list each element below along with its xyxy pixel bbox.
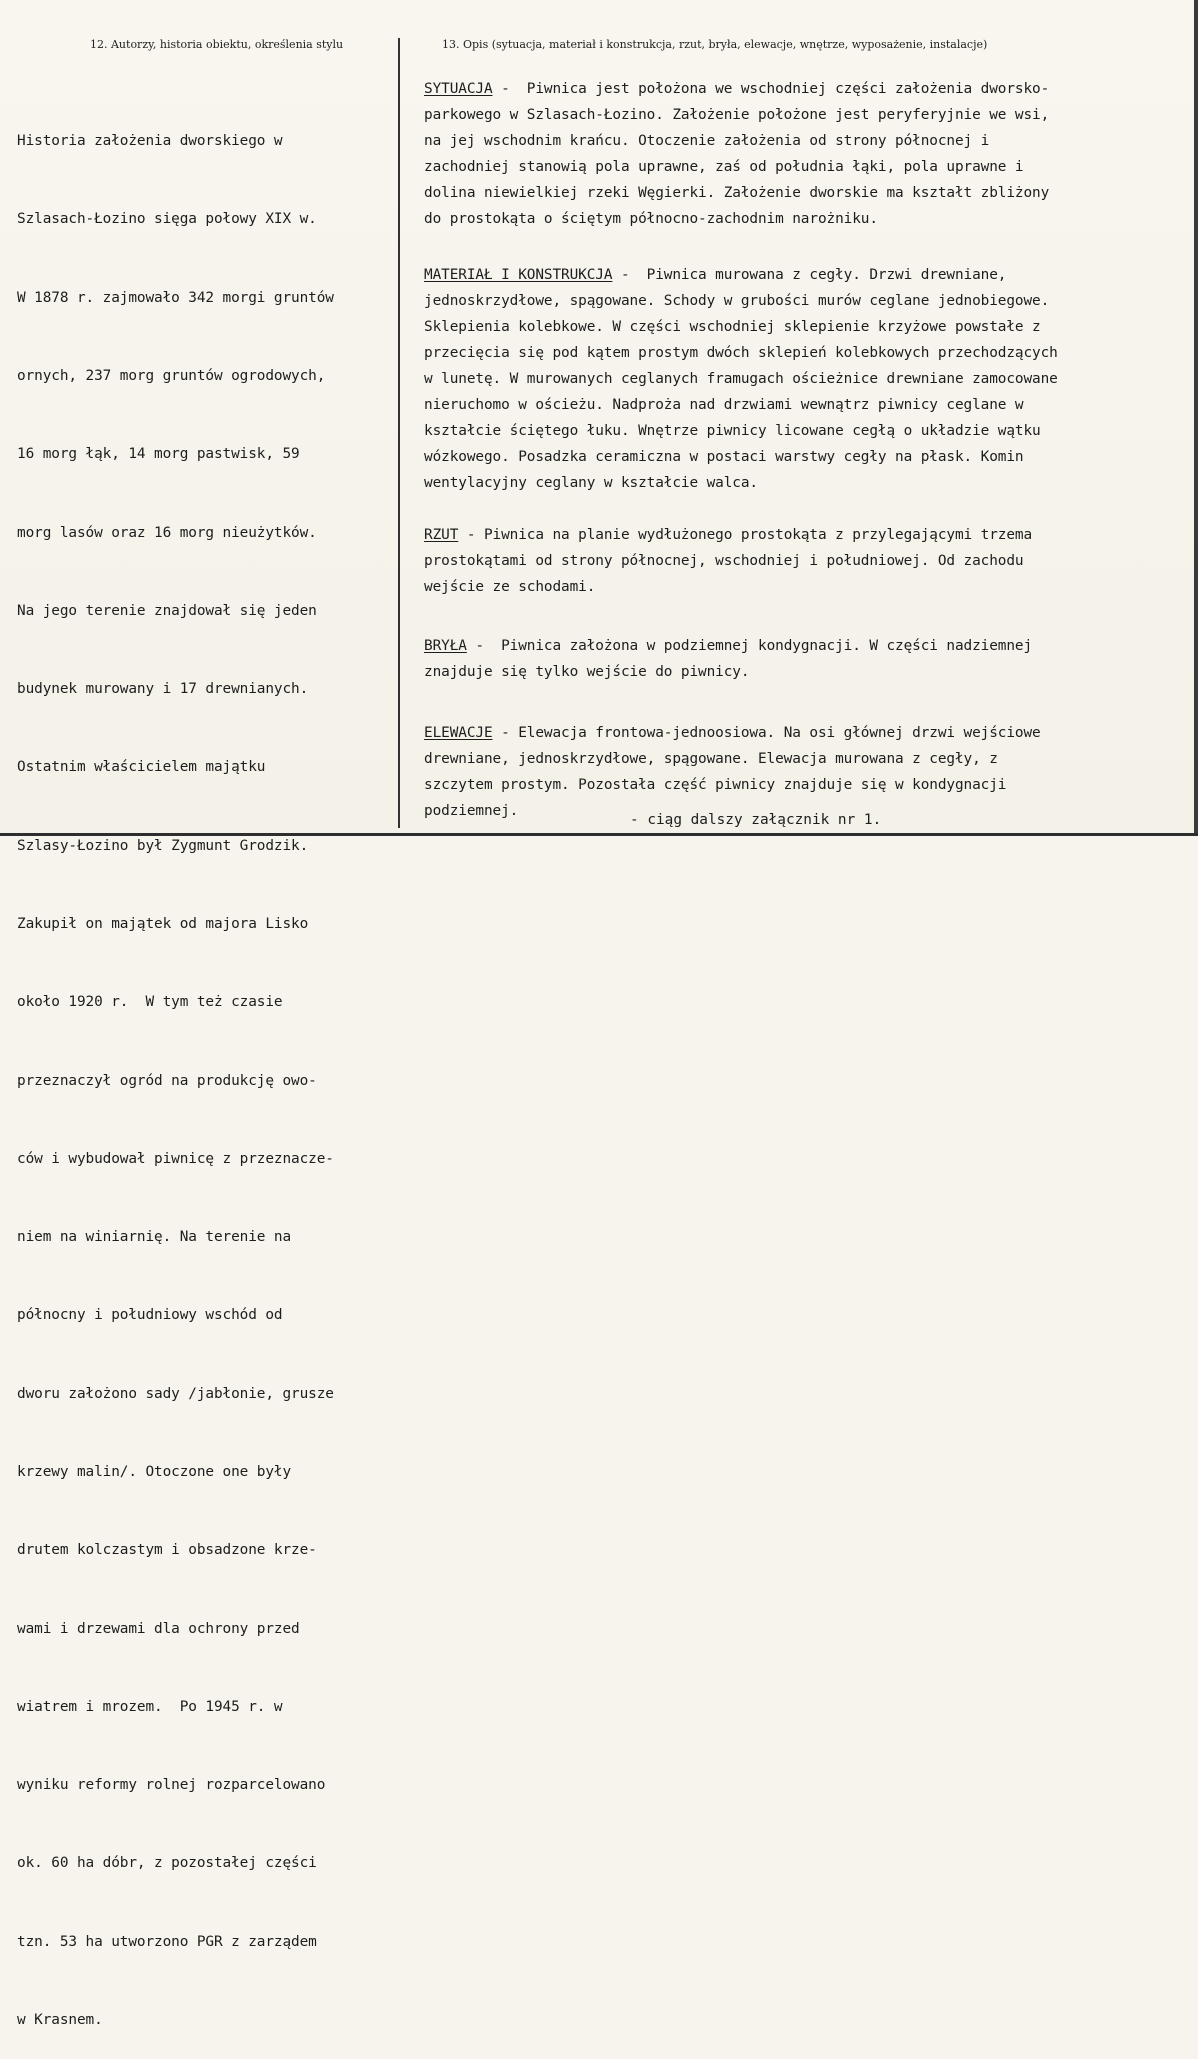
section-first-line [424,522,1184,548]
section-first-line [424,633,1184,659]
section-line: przecięcia się pod kątem prostym dwóch sklepień kolebkowych przechodzących [424,345,1058,361]
section-line: w lunetę. W murowanych ceglanych framugach ościeżnice drewniane zamocowane [424,371,1058,387]
section-first-line [424,76,1184,102]
section-line: nieruchomo w ościeżu. Nadproża nad drzwiami wewnątrz piwnicy ceglane w [424,397,1024,413]
history-line: Na jego terenie znajdował się jeden [17,602,317,619]
section-line: na jej wschodnim krańcu. Otoczenie założenia od strony północnej i [424,133,990,149]
column-divider [398,38,400,828]
history-line: ców i wybudował piwnicę z przeznacze- [17,1150,334,1167]
section-line: dolina niewielkiej rzeki Węgierki. Założenie dworskie ma kształt zbliżony [424,185,1050,201]
section-line: wejście ze schodami. [424,579,596,595]
section-heading-elewacje: ELEWACJE [424,725,493,741]
history-line: Szlasy-Łozino był Zygmunt Grodzik. [17,837,309,854]
history-line: budynek murowany i 17 drewnianych. [17,681,309,698]
history-line: wami i drzewami dla ochrony przed [17,1620,300,1637]
section-line: do prostokąta o ściętym północno-zachodnim narożniku. [424,211,878,227]
history-line: W 1878 r. zajmowało 342 morgi gruntów [17,289,334,306]
history-line: drutem kolczastym i obsadzone krze- [17,1542,317,1559]
section-elewacje [424,720,1184,824]
section-material [424,262,1184,496]
history-line: ok. 60 ha dóbr, z pozostałej części [17,1855,317,1872]
history-line: przeznaczył ogród na produkcję owo- [17,1072,317,1089]
history-text [17,76,397,2059]
section-heading-sytuacja: SYTUACJA [424,81,493,97]
section-rzut [424,522,1184,600]
section-line: wentylacyjny ceglany w kształcie walca. [424,475,758,491]
left-column-header: 12. Autorzy, historia obiektu, określenia stylu [90,38,344,51]
history-line: wyniku reformy rolnej rozparcelowano [17,1777,326,1794]
section-first-line-text: - Elewacja frontowa-jednoosiowa. Na osi głównej drzwi wejściowe [492,725,1041,741]
history-line: Szlasach-Łozino sięga połowy XIX w. [17,211,317,228]
section-line: Sklepienia kolebkowe. W części wschodniej sklepienie krzyżowe powstałe z [424,319,1041,335]
section-first-line-text: - Piwnica jest położona we wschodniej części założenia dworsko- [492,81,1050,97]
section-line: zachodniej stanowią pola uprawne, zaś od południa łąki, pola uprawne i [424,159,1024,175]
section-line: kształcie ściętego łuku. Wnętrze piwnicy licowane cegłą o układzie wątku [424,423,1041,439]
history-line: północny i południowy wschód od [17,1307,283,1324]
history-line: dworu założono sady /jabłonie, grusze [17,1385,334,1402]
history-line: niem na winiarnię. Na terenie na [17,1229,292,1246]
section-first-line [424,262,1184,288]
section-heading-material: MATERIAŁ I KONSTRUKCJA [424,267,613,283]
history-line: Historia założenia dworskiego w [17,133,283,150]
section-line: wózkowego. Posadzka ceramiczna w postaci warstwy cegły na płask. Komin [424,449,1024,465]
history-line: 16 morg łąk, 14 morg pastwisk, 59 [17,446,300,463]
history-line: morg lasów oraz 16 morg nieużytków. [17,524,317,541]
section-first-line [424,720,1184,746]
section-line: parkowego w Szlasach-Łozino. Założenie położone jest peryferyjnie we wsi, [424,107,1050,123]
section-line: znajduje się tylko wejście do piwnicy. [424,664,750,680]
section-bryla [424,633,1184,685]
history-line: wiatrem i mrozem. Po 1945 r. w [17,1698,283,1715]
section-first-line-text: - Piwnica na planie wydłużonego prostokąta z przylegającymi trzema [458,527,1033,543]
section-heading-bryla: BRYŁA [424,638,467,654]
history-line: tzn. 53 ha utworzono PGR z zarządem [17,1933,317,1950]
section-first-line-text: - Piwnica założona w podziemnej kondygnacji. W części nadziemnej [466,638,1033,654]
section-first-line-text: - Piwnica murowana z cegły. Drzwi drewniane, [612,267,1007,283]
right-column-header: 13. Opis (sytuacja, materiał i konstrukcja, rzut, bryła, elewacje, wnętrze, wyposażenie, instalacje) [442,38,988,51]
section-line: podziemnej. [424,803,519,819]
history-line: około 1920 r. W tym też czasie [17,994,283,1011]
section-line: jednoskrzydłowe, spągowane. Schody w grubości murów ceglane jednobiegowe. [424,293,1050,309]
history-line: w Krasnem. [17,2011,103,2028]
history-line: Zakupił on majątek od majora Lisko [17,916,309,932]
section-line: szczytem prostym. Pozostała część piwnicy znajduje się w kondygnacji [424,777,1007,793]
continuation-note: - ciąg dalszy załącznik nr 1. [630,812,882,828]
section-line: prostokątami od strony północnej, wschodniej i południowej. Od zachodu [424,553,1024,569]
section-line: drewniane, jednoskrzydłowe, spągowane. Elewacja murowana z cegły, z [424,751,998,767]
sheet-edge-right [1194,0,1198,836]
history-line: Ostatnim właścicielem majątku [17,759,266,776]
history-line: krzewy malin/. Otoczone one były [17,1463,292,1480]
section-heading-rzut: RZUT [424,527,459,543]
section-sytuacja [424,76,1184,232]
history-line: ornych, 237 morg gruntów ogrodowych, [17,368,326,385]
